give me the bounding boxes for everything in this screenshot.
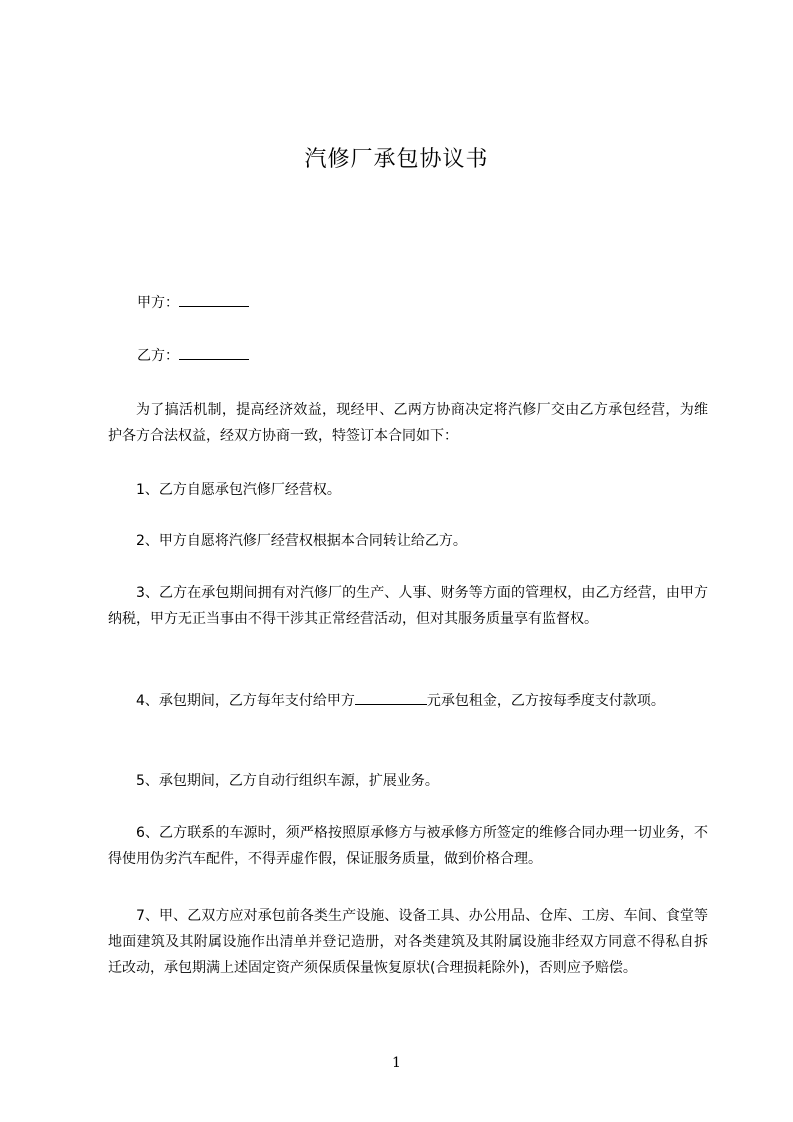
rent-amount-blank bbox=[355, 690, 427, 705]
clause-5: 5、承包期间，乙方自动行组织车源，扩展业务。 bbox=[136, 773, 439, 789]
clause-3: 3、乙方在承包期间拥有对汽修厂的生产、人事、财务等方面的管理权，由乙方经营，由甲方纳税，甲方无正当事由不得干涉其正常经营活动，但对其服务质量享有监督权。 bbox=[108, 585, 708, 627]
intro-paragraph: 为了搞活机制，提高经济效益，现经甲、乙两方协商决定将汽修厂交由乙方承包经营，为维护各方合法权益，经双方协商一致，特签订本合同如下： bbox=[108, 402, 708, 444]
clause-6: 6、乙方联系的车源时，须严格按照原承修方与被承修方所签定的维修合同办理一切业务，不得使用伪劣汽车配件，不得弄虚作假，保证服务质量，做到价格合理。 bbox=[108, 825, 708, 867]
clause-7: 7、甲、乙双方应对承包前各类生产设施、设备工具、办公用品、仓库、工房、车间、食堂等地面建筑及其附属设施作出清单并登记造册，对各类建筑及其附属设施非经双方同意不得私自拆迁改动，承包期满上述固定资产须保质保量恢复原状(合理损耗除外)，否则应予赔偿。 bbox=[108, 908, 708, 976]
party-b-label: 乙方： bbox=[137, 348, 179, 364]
clause-4-suffix: 元承包租金，乙方按每季度支付款项。 bbox=[426, 693, 665, 709]
document-title: 汽修厂承包协议书 bbox=[304, 147, 489, 172]
page-number: 1 bbox=[392, 1055, 401, 1071]
party-a-label: 甲方： bbox=[137, 295, 179, 311]
party-a-line bbox=[137, 292, 249, 313]
party-b-line bbox=[137, 345, 249, 366]
clause-4 bbox=[108, 688, 708, 714]
party-b-blank bbox=[179, 345, 249, 360]
clause-1: 1、乙方自愿承包汽修厂经营权。 bbox=[136, 482, 341, 498]
clause-2: 2、甲方自愿将汽修厂经营权根据本合同转让给乙方。 bbox=[136, 533, 467, 549]
clause-4-prefix: 4、承包期间，乙方每年支付给甲方 bbox=[136, 693, 355, 709]
party-a-blank bbox=[179, 292, 249, 307]
